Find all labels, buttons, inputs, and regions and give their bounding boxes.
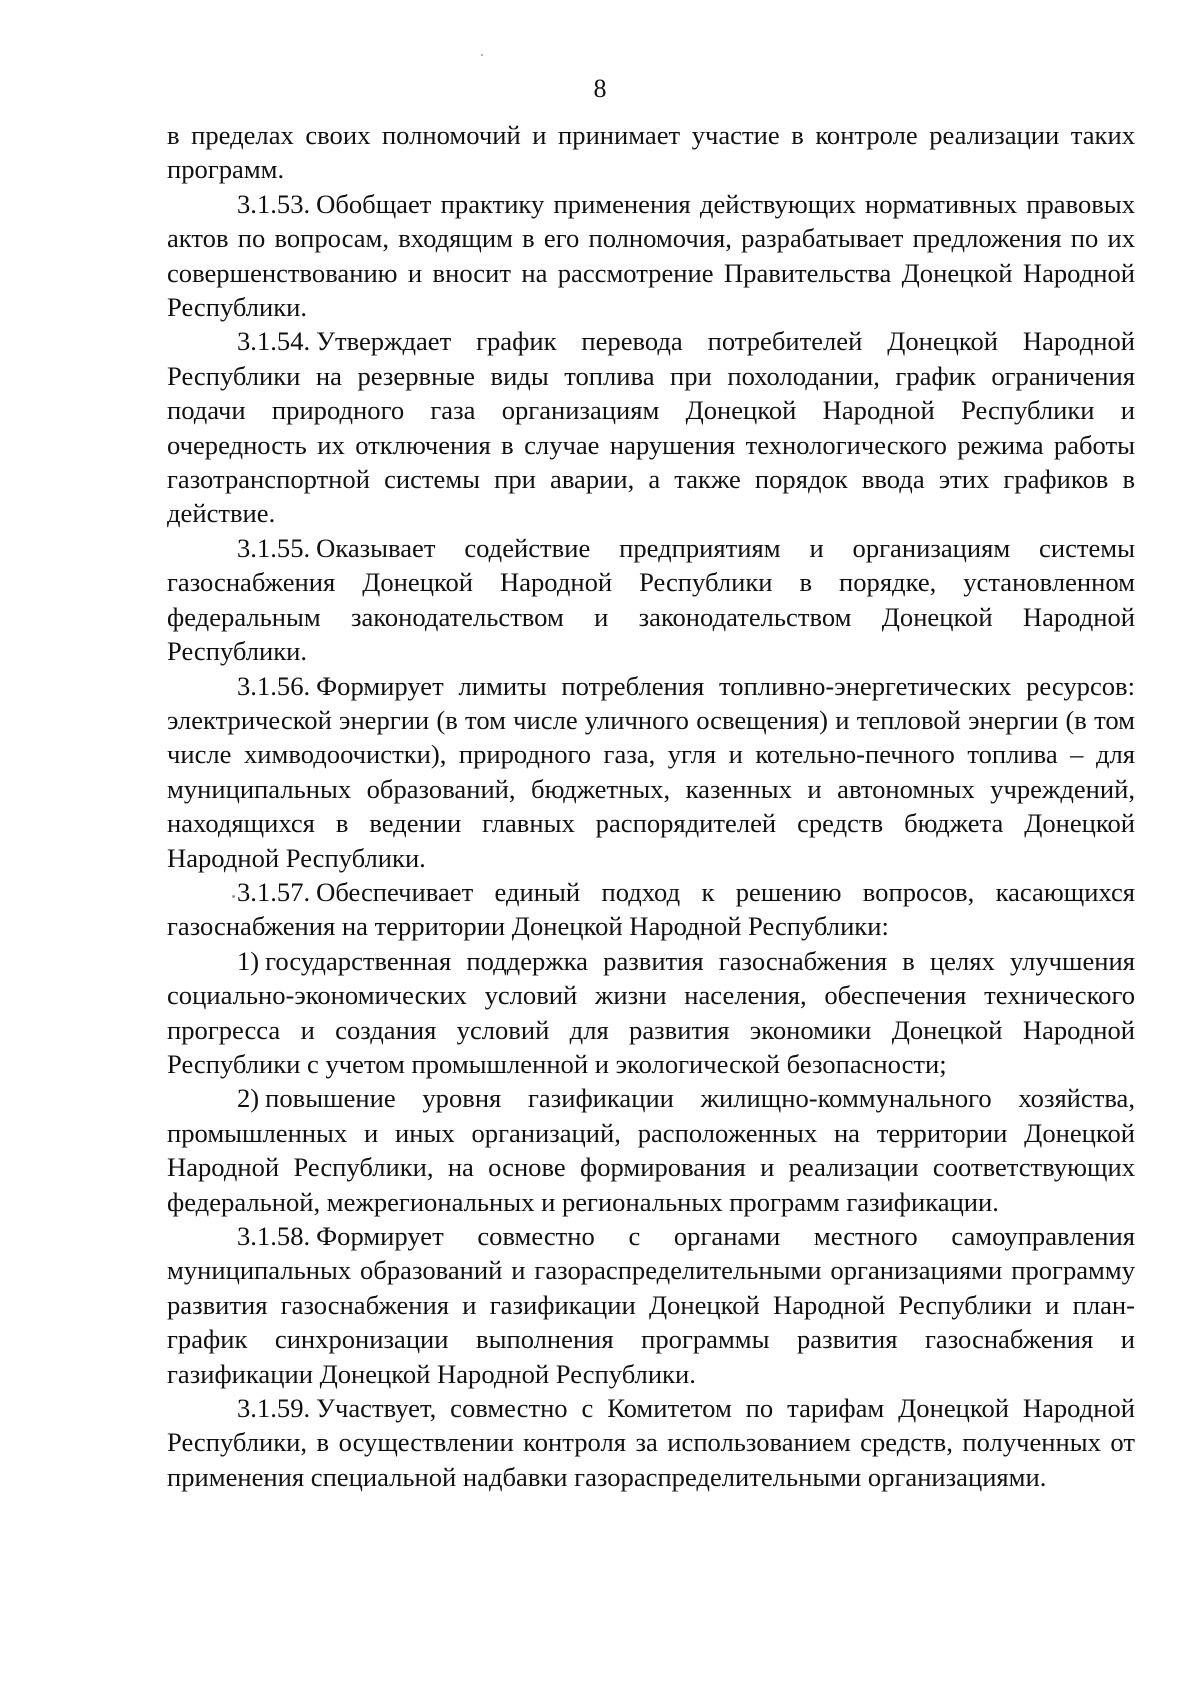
paragraph-3-1-59 [167, 1391, 1135, 1494]
page-number: 8 [593, 74, 607, 103]
paragraph-number: 3.1.57. [237, 876, 311, 907]
list-item-number: 1) [237, 945, 260, 976]
list-item-text: повышение уровня газификации жилищно-коммунального хозяйства, промышленных и иных организаций, расположенных на территории Донецкой Народной Республики, на основе формирования и реализации соответствующих федеральной, межрегиональных и региональных программ газификации. [167, 1083, 1135, 1217]
paragraph-3-1-54 [167, 324, 1135, 530]
paragraph-text: Обеспечивает единый подход к решению вопросов, касающихся газоснабжения на территории Донецкой Народной Республики: [167, 876, 1135, 942]
paragraph-number: 3.1.59. [237, 1393, 311, 1424]
paragraph-continuation [167, 118, 1135, 187]
paragraph-number: 3.1.55. [237, 532, 311, 563]
paragraph-text: Обобщает практику применения действующих нормативных правовых актов по вопросам, входящим в его полномочия, разрабатывает предложения по их совершенствованию и вносит на рассмотрение Правительства Донецкой Народной Республики. [167, 188, 1135, 323]
list-item-number: 2) [237, 1083, 260, 1114]
paragraph-text: Участвует, совместно с Комитетом по тарифам Донецкой Народной Республики, в осуществлении контроля за использованием средств, полученных от применения специальной надбавки газораспределительными организациями. [167, 1393, 1135, 1492]
document-body [167, 118, 1135, 1494]
paragraph-number: 3.1.54. [237, 326, 311, 357]
list-item-1 [167, 944, 1135, 1082]
paragraph-number: 3.1.58. [237, 1221, 311, 1251]
paragraph-text: Формирует лимиты потребления топливно-энергетических ресурсов: электрической энергии (в том числе уличного освещения) и тепловой энергии (в том числе химводоочистки), природного газа, угля и котельно-печного топлива – для муниципальных образований, бюджетных, казенных и автономных учреждений, находящихся в ведении главных распорядителей средств бюджета Донецкой Народной Республики. [167, 670, 1135, 873]
list-item-text: государственная поддержка развития газоснабжения в целях улучшения социально-экономических условий жизни населения, обеспечения технического прогресса и создания условий для развития экономики Донецкой Народной Республики с учетом промышленной и экологической безопасности; [167, 945, 1135, 1079]
paragraph-text: Оказывает содействие предприятиям и организациям системы газоснабжения Донецкой Народной Республики в порядке, установленном федеральным законодательством и законодательством Донецкой Народной Республики. [167, 532, 1135, 667]
list-item-2 [167, 1081, 1135, 1219]
paragraph-3-1-55 [167, 531, 1135, 669]
paragraph-3-1-57 [167, 875, 1135, 944]
paragraph-text: Утверждает график перевода потребителей Донецкой Народной Республики на резервные виды топлива при похолодании, график ограничения подачи природного газа организациям Донецкой Народной Республики и очередность их отключения в случае нарушения технологического режима работы газотранспортной системы при аварии, а также порядок ввода этих графиков в действие. [167, 326, 1135, 529]
scan-speck [481, 54, 483, 56]
paragraph-text: Формирует совместно с органами местного самоуправления муниципальных образований и газораспределительными организациями программу развития газоснабжения и газификации Донецкой Народной Республики и план-график синхронизации выполнения программы развития газоснабжения и газификации Донецкой Народной Республики. [167, 1221, 1135, 1389]
paragraph-text: в пределах своих полномочий и принимает участие в контроле реализации таких программ. [167, 120, 1135, 185]
paragraph-3-1-53 [167, 187, 1135, 325]
paragraph-number: 3.1.53. [237, 188, 311, 219]
paragraph-3-1-58 [167, 1219, 1135, 1391]
paragraph-number: 3.1.56. [237, 670, 311, 701]
paragraph-3-1-56 [167, 669, 1135, 875]
